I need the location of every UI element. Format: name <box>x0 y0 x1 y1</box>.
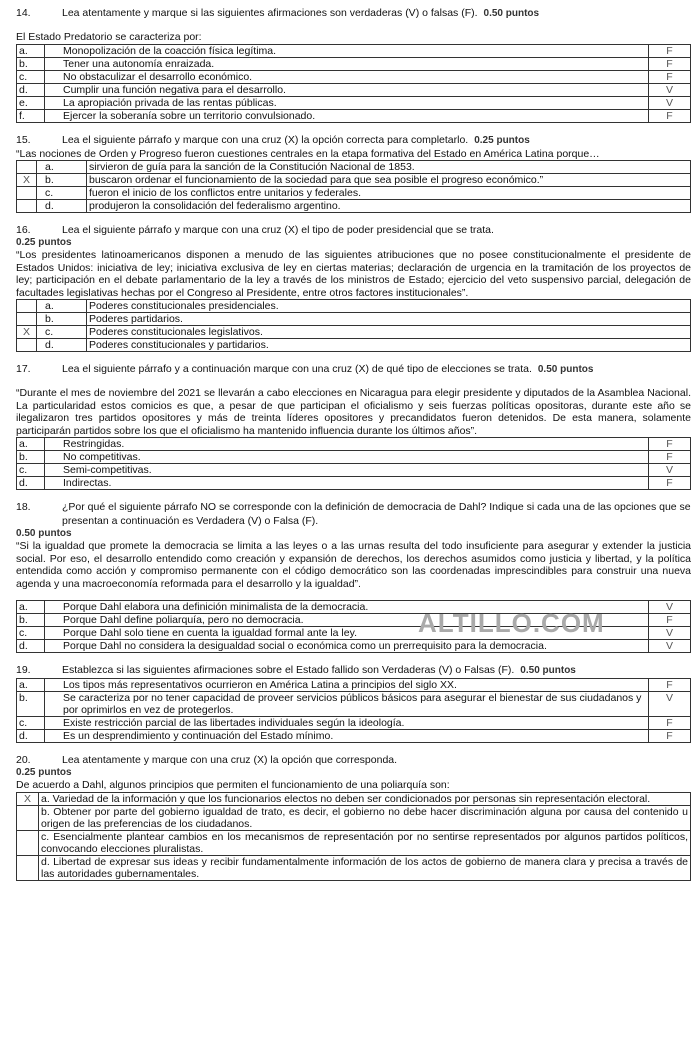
table-row <box>17 313 691 326</box>
option-letter: a. <box>17 679 45 692</box>
question-intro: “Los presidentes latinoamericanos disponen a menudo de las siguientes atribuciones que no posee constitucionalmente el presidente de Estados Unidos: iniciativa de ley; iniciativa exclusiva de ley en ciertas materias; declaración de urgencia en la tramitación de los proyectos de ley; participación en el debate parlamentario de la ley a través de los ministros de Estado; ejercicio del veto suspensivo parcial, delegación de facultades legislativas hechas por el Congreso al Presidente, entre otros factores institucionales”. <box>16 249 691 299</box>
answer-table <box>16 678 691 743</box>
question-points: 0.50 puntos <box>520 665 576 676</box>
question-number: 15. <box>16 133 31 146</box>
option-letter: f. <box>17 109 45 122</box>
option-mark <box>17 855 39 880</box>
option-mark <box>17 187 37 200</box>
option-text: fueron el inicio de los conflictos entre unitarios y federales. <box>87 187 691 200</box>
question-prompt: Lea atentamente y marque si las siguientes afirmaciones son verdaderas (V) o falsas (F). <box>62 7 478 19</box>
table-row <box>17 326 691 339</box>
answer-table <box>16 792 691 881</box>
option-answer: F <box>649 477 691 490</box>
question-number: 19. <box>16 664 31 676</box>
option-letter: b. <box>17 614 45 627</box>
table-row <box>17 339 691 352</box>
option-letter: b. <box>37 313 87 326</box>
option-answer: F <box>649 57 691 70</box>
table-row <box>17 200 691 213</box>
option-text: Porque Dahl define poliarquía, pero no democracia. <box>45 614 649 627</box>
option-text: No competitivas. <box>45 451 649 464</box>
option-answer: F <box>649 717 691 730</box>
answer-table <box>16 160 691 213</box>
table-row <box>17 730 691 743</box>
option-text: c. Esencialmente plantear cambios en los mecanismos de representación por no sentirse representados por algunos partidos políticos, convocando elecciones pluralistas. <box>39 830 691 855</box>
option-letter: c. <box>17 627 45 640</box>
option-letter: c. <box>37 326 87 339</box>
question-14 <box>16 6 691 123</box>
option-mark <box>17 313 37 326</box>
option-text: Poderes constitucionales legislativos. <box>87 326 691 339</box>
option-letter: a. <box>17 601 45 614</box>
table-row <box>17 464 691 477</box>
option-text: Existe restricción parcial de las libertades individuales según la ideología. <box>45 717 649 730</box>
option-letter: d. <box>37 339 87 352</box>
option-answer: V <box>649 83 691 96</box>
option-letter: b. <box>37 174 87 187</box>
table-row <box>17 855 691 880</box>
option-letter: e. <box>17 96 45 109</box>
table-row <box>17 161 691 174</box>
option-text: Indirectas. <box>45 477 649 490</box>
option-text: No obstaculizar el desarrollo económico. <box>45 70 649 83</box>
question-intro: “Las nociones de Orden y Progreso fueron cuestiones centrales en la etapa formativa del Estado en América Latina porque… <box>16 147 600 160</box>
table-row <box>17 640 691 653</box>
option-letter: c. <box>17 70 45 83</box>
option-text: Restringidas. <box>45 438 649 451</box>
table-row <box>17 717 691 730</box>
option-letter: d. <box>17 83 45 96</box>
answer-table <box>16 44 691 123</box>
option-text: Cumplir una función negativa para el desarrollo. <box>45 83 649 96</box>
option-mark <box>17 200 37 213</box>
question-text <box>62 6 691 21</box>
option-text: Semi-competitivas. <box>45 464 649 477</box>
table-row <box>17 96 691 109</box>
question-number: 16. <box>16 224 31 236</box>
option-letter: b. <box>17 57 45 70</box>
option-letter: c. <box>37 187 87 200</box>
option-text: Porque Dahl elabora una definición minimalista de la democracia. <box>45 601 649 614</box>
option-answer: F <box>649 451 691 464</box>
option-text: a. Variedad de la información y que los funcionarios electos no deben ser condicionados por personas sin representación electoral. <box>39 792 691 805</box>
table-row <box>17 692 691 717</box>
question-intro: De acuerdo a Dahl, algunos principios que permiten el funcionamiento de una poliarquía son: <box>16 779 450 791</box>
table-row <box>17 438 691 451</box>
table-row <box>17 44 691 57</box>
question-header <box>16 362 691 377</box>
table-row <box>17 83 691 96</box>
question-number: 17. <box>16 363 31 375</box>
option-letter: b. <box>17 692 45 717</box>
option-letter: b. <box>17 451 45 464</box>
option-mark: X <box>17 174 37 187</box>
table-row <box>17 792 691 805</box>
option-mark <box>17 300 37 313</box>
question-prompt: Lea el siguiente párrafo y a continuación marque con una cruz (X) de qué tipo de elecciones se trata. <box>62 363 532 375</box>
option-text: buscaron ordenar el funcionamiento de la sociedad para que sea posible el progreso económico.” <box>87 174 691 187</box>
option-text: Poderes constitucionales presidenciales. <box>87 300 691 313</box>
option-answer: F <box>649 109 691 122</box>
option-mark: X <box>17 792 39 805</box>
table-row <box>17 451 691 464</box>
table-row <box>17 109 691 122</box>
option-answer: V <box>649 627 691 640</box>
option-text: Porque Dahl no considera la desigualdad social o económica como un prerrequisito para la democracia. <box>45 640 649 653</box>
watermark: ALTILLO.COM <box>418 608 605 638</box>
question-points: 0.50 puntos <box>537 364 594 375</box>
question-header <box>16 6 691 21</box>
question-16 <box>16 223 691 352</box>
question-number: 18. <box>16 501 31 513</box>
option-answer: V <box>649 601 691 614</box>
option-text: d. Libertad de expresar sus ideas y recibir fundamentalmente información de los actos de gobierno de manera clara y precisa a través de las autoridades gubernamentales. <box>39 855 691 880</box>
option-answer: F <box>649 730 691 743</box>
table-row <box>17 679 691 692</box>
option-letter: a. <box>17 44 45 57</box>
option-letter: c. <box>17 464 45 477</box>
answer-table <box>16 299 691 352</box>
option-mark <box>17 161 37 174</box>
option-mark <box>17 805 39 830</box>
option-text: sirvieron de guía para la sanción de la Constitución Nacional de 1853. <box>87 161 691 174</box>
table-row <box>17 174 691 187</box>
option-text: produjeron la consolidación del federalismo argentino. <box>87 200 691 213</box>
option-letter: d. <box>37 200 87 213</box>
option-text: Tener una autonomía enraizada. <box>45 57 649 70</box>
option-answer: F <box>649 679 691 692</box>
question-number: 20. <box>16 754 31 766</box>
question-20 <box>16 753 691 881</box>
question-points: 0.25 puntos <box>474 134 530 146</box>
question-text <box>62 362 691 377</box>
option-mark <box>17 339 37 352</box>
question-header <box>16 753 691 767</box>
option-answer: F <box>649 438 691 451</box>
option-answer: V <box>649 692 691 717</box>
option-text: Es un desprendimiento y continuación del Estado mínimo. <box>45 730 649 743</box>
option-answer: F <box>649 44 691 57</box>
question-intro: “Durante el mes de noviembre del 2021 se llevarán a cabo elecciones en Nicaragua para elegir presidente y diputados de la Asamblea Nacional. La particularidad estos comicios es que, a pesar de que participan el oficialismo y seis fuerzas políticas opositoras, durante este año se ilegalizaron tres partidos opositores y más de treinta líderes opositores y precandidatos fueron detenidos. De esta manera, solamente participarán partidos sobre los que el oficialismo ha mantenido influencia durante los últimos años”. <box>16 387 691 437</box>
question-prompt: Lea el siguiente párrafo y marque con una cruz (X) la opción correcta para completarlo. <box>62 133 469 146</box>
option-answer: V <box>649 464 691 477</box>
option-text: b. Obtener por parte del gobierno igualdad de trato, es decir, el gobierno no debe hacer discriminación alguna por causa del contenido u origen de las preferencias de los ciudadanos. <box>39 805 691 830</box>
table-row <box>17 70 691 83</box>
option-text: Los tipos más representativos ocurrieron en América Latina a principios del siglo XX. <box>45 679 649 692</box>
table-row <box>17 187 691 200</box>
option-answer: F <box>649 614 691 627</box>
question-intro: “Si la igualdad que promete la democracia se limita a las leyes o a las urnas resulta del todo insuficiente para asegurar y extender la justicia social. Por eso, el desarrollo entendido como creación y expansión de derechos, los derechos asumidos como justicia y libertad, y la política entendida como acción y compromiso permanente con el código democrático son las coordenadas imprescindibles para construir una nueva agenda y una macroeconomía reformada para el desarrollo y la igualdad”. <box>16 540 691 590</box>
question-points: 0.50 puntos <box>483 8 540 19</box>
question-prompt: Lea atentamente y marque con una cruz (X) la opción que corresponda. <box>62 754 398 766</box>
question-header <box>16 133 691 148</box>
option-text: Monopolización de la coacción física legítima. <box>45 44 649 57</box>
option-letter: c. <box>17 717 45 730</box>
option-mark: X <box>17 326 37 339</box>
option-text: Poderes constitucionales y partidarios. <box>87 339 691 352</box>
question-prompt: Lea el siguiente párrafo y marque con una cruz (X) el tipo de poder presidencial que se trata. <box>62 224 494 236</box>
question-17 <box>16 362 691 490</box>
question-prompt: Establezca si las siguientes afirmaciones sobre el Estado fallido son Verdaderas (V) o Falsas (F). <box>62 664 515 676</box>
option-answer: V <box>649 640 691 653</box>
option-text: Se caracteriza por no tener capacidad de proveer servicios públicos básicos para asegurar el bienestar de sus ciudadanos y por oprimirlos en vez de protegerlos. <box>45 692 649 717</box>
table-row <box>17 57 691 70</box>
question-19 <box>16 663 691 743</box>
option-letter: d. <box>17 730 45 743</box>
option-letter: a. <box>17 438 45 451</box>
question-text <box>62 133 691 148</box>
option-text: Poderes partidarios. <box>87 313 691 326</box>
question-points: 0.25 puntos <box>16 767 72 778</box>
question-header <box>16 663 691 678</box>
question-header <box>16 500 691 528</box>
option-letter: d. <box>17 477 45 490</box>
option-text: La apropiación privada de las rentas públicas. <box>45 96 649 109</box>
question-number: 14. <box>16 7 31 19</box>
question-intro: El Estado Predatorio se caracteriza por: <box>16 31 202 43</box>
question-points: 0.25 puntos <box>16 237 72 248</box>
question-15 <box>16 133 691 214</box>
question-header <box>16 223 691 237</box>
option-letter: a. <box>37 300 87 313</box>
answer-table <box>16 437 691 490</box>
question-prompt: ¿Por qué el siguiente párrafo NO se corresponde con la definición de democracia de Dahl? Indique si cada una de las opciones que se presentan a continuación es Verdadera (V) o Falsa (F). <box>62 501 691 527</box>
option-letter: a. <box>37 161 87 174</box>
option-answer: F <box>649 70 691 83</box>
question-points: 0.50 puntos <box>16 528 72 539</box>
option-text: Ejercer la soberanía sobre un territorio convulsionado. <box>45 109 649 122</box>
table-row <box>17 830 691 855</box>
question-text <box>62 663 691 678</box>
option-text: Porque Dahl solo tiene en cuenta la igualdad formal ante la ley. <box>45 627 649 640</box>
table-row <box>17 300 691 313</box>
option-letter: d. <box>17 640 45 653</box>
table-row <box>17 477 691 490</box>
option-answer: V <box>649 96 691 109</box>
table-row <box>17 805 691 830</box>
option-mark <box>17 830 39 855</box>
